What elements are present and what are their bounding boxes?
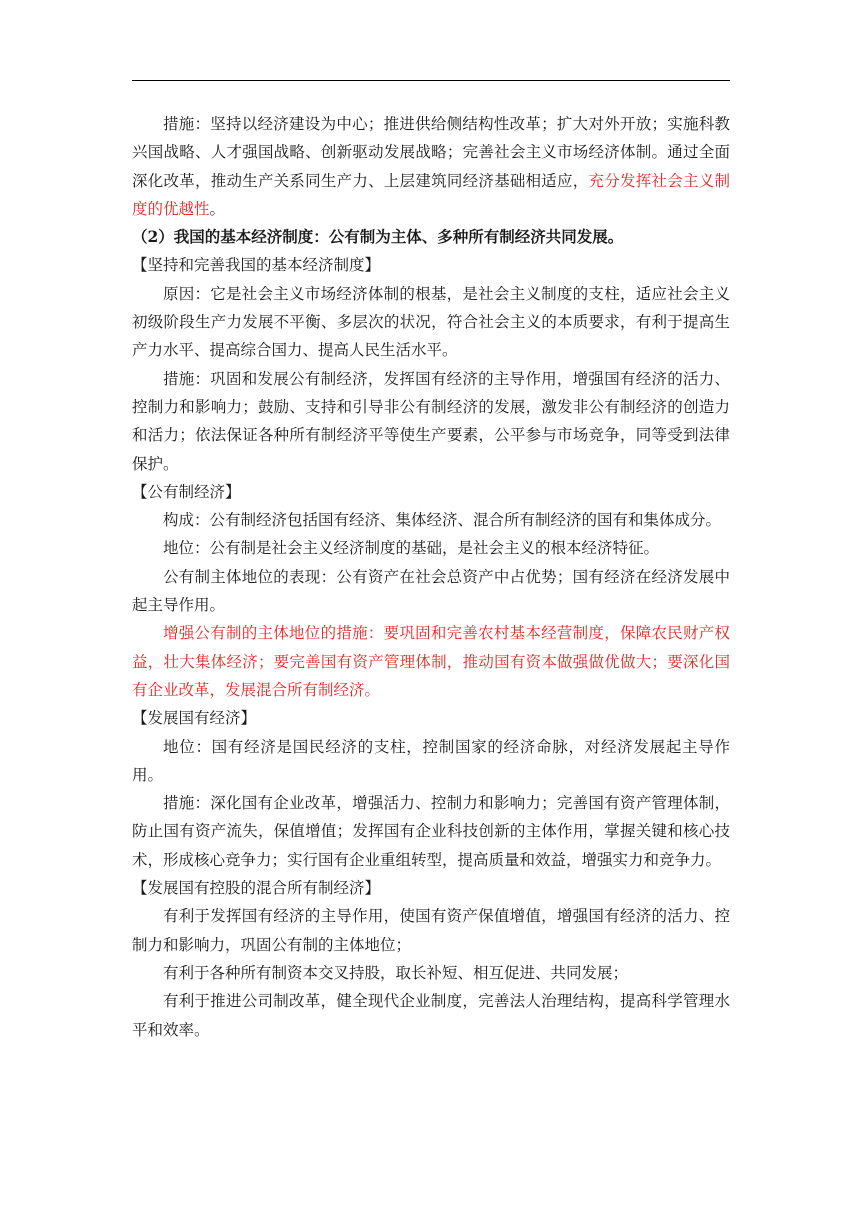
highlight-superiority: 充分发挥社会主义制度的优越性 <box>132 171 730 218</box>
system-measures-paragraph: 措施：巩固和发展公有制经济，发挥国有经济的主导作用，增强国有经济的活力、控制力和影响力；鼓励、支持和引导非公有制经济的发展，激发非公有制经济的创造力和活力；依法保证各种所有制经济平等使生产要素，公平参与市场竞争，同等受到法律保护。 <box>132 369 730 473</box>
measures-text: 措施：坚持以经济建设为中心；推进供给侧结构性改革；扩大对外开放；实施科教兴国战略、人才强国战略、创新驱动发展战略；完善社会主义市场经济体制。通过全面深化改革，推动生产关系同生产力、上层建筑同经济基础相适应， <box>132 115 730 190</box>
state-measures-paragraph: 措施：深化国有企业改革，增强活力、控制力和影响力；完善国有资产管理体制，防止国有资产流失，保值增值；发挥国有企业科技创新的主体作用，掌握关键和核心技术，形成核心竞争力；实行国有企业重组转型，提高质量和效益，增强实力和竞争力。 <box>132 794 730 869</box>
mixed-benefit-2: 有利于各种所有制资本交叉持股，取长补短、相互促进、共同发展； <box>163 963 629 982</box>
mixed-benefit-3: 有利于推进公司制改革，健全现代企业制度，完善法人治理结构，提高科学管理水平和效率。 <box>132 992 730 1039</box>
composition-paragraph: 构成：公有制经济包括国有经济、集体经济、混合所有制经济的国有和集体成分。 <box>163 511 722 530</box>
heading-basic-economic-system: （2）我国的基本经济制度：公有制为主体、多种所有制经济共同发展。 <box>132 227 624 247</box>
header-rule <box>132 80 730 81</box>
measures-tail: 。 <box>209 199 226 218</box>
section-title-uphold-system: 【坚持和完善我国的基本经济制度】 <box>132 256 381 275</box>
section-title-public-ownership: 【公有制经济】 <box>132 482 241 501</box>
manifestation-paragraph: 公有制主体地位的表现：公有资产在社会总资产中占优势；国有经济在经济发展中起主导作用。 <box>132 567 730 615</box>
section-title-state-economy: 【发展国有经济】 <box>132 709 257 728</box>
state-status-paragraph: 地位：国有经济是国民经济的支柱，控制国家的经济命脉，对经济发展起主导作用。 <box>132 737 730 784</box>
measures-paragraph <box>132 110 730 223</box>
strengthen-measures-paragraph: 增强公有制的主体地位的措施：要巩固和完善农村基本经营制度，保障农民财产权益，壮大集体经济；要完善国有资产管理体制，推动国有资本做强做优做大；要深化国有企业改革，发展混合所有制经济。 <box>132 624 730 699</box>
document-body <box>132 110 730 1044</box>
mixed-benefit-1: 有利于发挥国有经济的主导作用，使国有资产保值增值，增强国有经济的活力、控制力和影响力，巩固公有制的主体地位； <box>132 907 730 954</box>
reason-paragraph: 原因：它是社会主义市场经济体制的根基，是社会主义制度的支柱，适应社会主义初级阶段生产力发展不平衡、多层次的状况，符合社会主义的本质要求，有利于提高生产力水平、提高综合国力、提高人民生活水平。 <box>132 284 730 360</box>
status-paragraph: 地位：公有制是社会主义经济制度的基础，是社会主义的根本经济特征。 <box>163 539 660 558</box>
section-title-mixed-ownership: 【发展国有控股的混合所有制经济】 <box>132 879 381 898</box>
